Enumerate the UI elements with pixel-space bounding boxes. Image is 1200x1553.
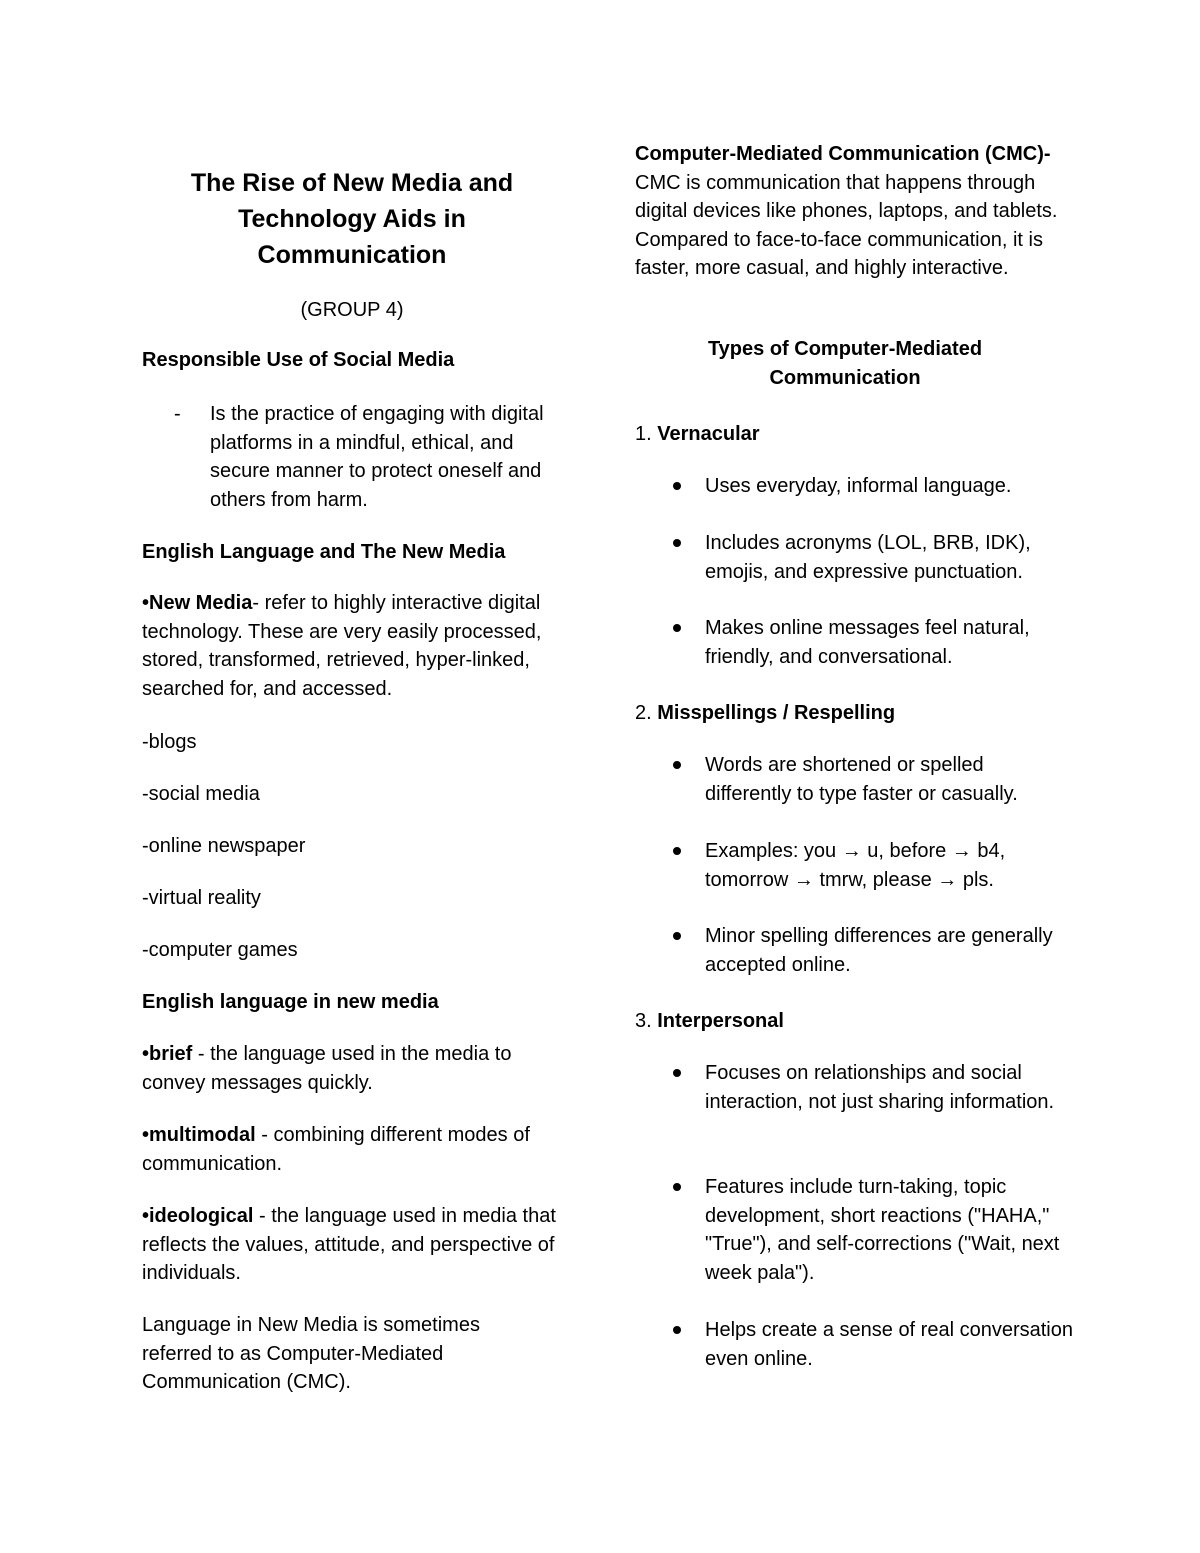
bullet-text: Makes online messages feel natural, friendly, and conversational.: [705, 617, 1030, 668]
section-heading-interpersonal: [635, 1007, 784, 1036]
new-media-term: •New Media: [142, 592, 253, 614]
bullet-text: Includes acronyms (LOL, BRB, IDK), emojis, and expressive punctuation.: [705, 532, 1031, 583]
bullet-icon: [673, 932, 681, 940]
bullet-icon: [673, 539, 681, 547]
section-name: Vernacular: [657, 423, 760, 445]
multimodal-definition: - combining different modes of communication.: [142, 1124, 530, 1175]
example-online-newspaper: -online newspaper: [142, 835, 306, 857]
section-number: 2.: [635, 702, 652, 724]
bullet-text: Helps create a sense of real conversation even online.: [705, 1319, 1073, 1370]
bullet-text: Features include turn-taking, topic development, short reactions ("HAHA," "True"), and self-corrections ("Wait, next week pala").: [705, 1176, 1060, 1284]
responsible-use-heading: Responsible Use of Social Media: [142, 349, 455, 371]
ideological-definition: - the language used in media that reflects the values, attitude, and perspective of individuals.: [142, 1205, 556, 1284]
types-heading: Types of Computer-Mediated Communication: [707, 338, 983, 389]
example-virtual-reality: -virtual reality: [142, 887, 261, 909]
bullet-icon: [673, 482, 681, 490]
dash-marker: -: [174, 403, 181, 425]
example-computer-games: -computer games: [142, 939, 298, 961]
new-media-paragraph: [142, 589, 567, 703]
section-name: Misspellings / Respelling: [657, 702, 896, 724]
brief-paragraph: [142, 1040, 562, 1097]
bullet-text: Focuses on relationships and social interaction, not just sharing information.: [705, 1062, 1055, 1113]
bullet-text: Words are shortened or spelled differently to type faster or casually.: [705, 754, 1018, 805]
bullet-icon: [673, 1069, 681, 1077]
bullet-icon: [673, 847, 681, 855]
group-label: (GROUP 4): [300, 299, 404, 321]
english-in-new-media-heading: English language in new media: [142, 991, 439, 1013]
example-blogs: -blogs: [142, 731, 197, 753]
bullet-text: Uses everyday, informal language.: [705, 475, 1012, 497]
bullet-text: Examples: you → u, before → b4, tomorrow → tmrw, please → pls.: [705, 840, 1006, 891]
bullet-icon: [673, 761, 681, 769]
ideological-paragraph: [142, 1202, 557, 1288]
english-language-heading: English Language and The New Media: [142, 541, 506, 563]
document-title: The Rise of New Media and Technology Aids in Communication: [190, 169, 514, 269]
section-heading-vernacular: [635, 420, 760, 449]
cmc-closing-paragraph: Language in New Media is sometimes referred to as Computer-Mediated Communication (CMC).: [142, 1314, 480, 1393]
bullet-icon: [673, 1183, 681, 1191]
section-number: 3.: [635, 1010, 652, 1032]
bullet-icon: [673, 624, 681, 632]
bullet-icon: [673, 1326, 681, 1334]
cmc-definition: CMC is communication that happens through digital devices like phones, laptops, and tablets. Compared to face-to-face communication, it is faster, more casual, and highly interactive.: [635, 171, 1058, 279]
section-name: Interpersonal: [657, 1010, 784, 1032]
ideological-term: •ideological: [142, 1205, 254, 1227]
multimodal-term: •multimodal: [142, 1124, 256, 1146]
brief-definition: - the language used in the media to convey messages quickly.: [142, 1043, 512, 1094]
bullet-text: Minor spelling differences are generally accepted online.: [705, 925, 1053, 976]
new-media-definition: - refer to highly interactive digital technology. These are very easily processed, stored, transformed, retrieved, hyper-linked, searched for, and accessed.: [142, 592, 542, 700]
multimodal-paragraph: [142, 1121, 572, 1178]
responsible-use-text: Is the practice of engaging with digital platforms in a mindful, ethical, and secure manner to protect oneself and others from harm.: [210, 403, 544, 511]
example-social-media: -social media: [142, 783, 260, 805]
section-heading-misspellings: [635, 699, 895, 728]
brief-term: •brief: [142, 1043, 193, 1065]
cmc-definition-paragraph: [635, 140, 1065, 283]
cmc-term: Computer-Mediated Communication (CMC)-: [635, 143, 1051, 165]
section-number: 1.: [635, 423, 652, 445]
